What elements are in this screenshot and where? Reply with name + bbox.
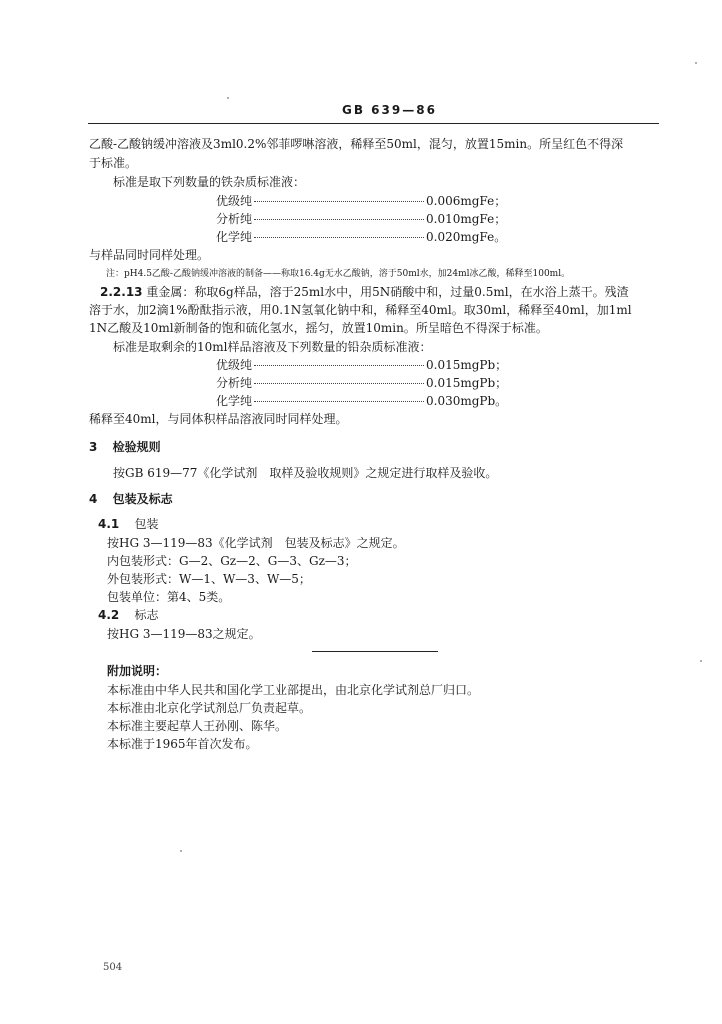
header-rule [88, 123, 659, 124]
section-number: 3 [89, 440, 98, 454]
section-number: 4.1 [98, 517, 120, 531]
section-4-1-line: 按HG 3—119—83《化学试剂 包装及标志》之规定。 [107, 536, 405, 550]
pb-standard-row [216, 392, 507, 409]
section-title: 包装 [134, 517, 159, 531]
fe-standard-row [216, 228, 506, 245]
page-number: 504 [103, 962, 123, 973]
section-4-heading [89, 490, 173, 507]
section-4-1-line: 内包装形式：G—2、Gz—2、G—3、Gz—3； [107, 554, 357, 568]
section-3-heading [89, 438, 161, 455]
section-4-1-line: 包装单位：第4、5类。 [107, 590, 231, 604]
scan-speck [227, 97, 229, 99]
section-text: 重金属：称取6g样品，溶于25ml水中，用5N硝酸中和，过量0.5ml，在水浴上蒸干。残渣 [146, 285, 629, 299]
section-2-2-13 [100, 283, 629, 300]
leader-dots [254, 401, 424, 402]
leader-dots [254, 219, 424, 220]
appendix-line: 本标准由中华人民共和国化学工业部提出，由北京化学试剂总厂归口。 [107, 683, 480, 697]
amount-value: 0.010mgFe； [426, 212, 507, 226]
fe-standard-intro: 标准是取下列数量的铁杂质标准液： [113, 175, 306, 189]
appendix-line: 本标准主要起草人王孙刚、陈华。 [107, 719, 288, 733]
amount-value: 0.006mgFe； [426, 194, 507, 208]
grade-label: 分析纯 [216, 376, 253, 390]
section-number: 4 [89, 492, 98, 506]
body-line: 1N乙酸及10ml新制备的饱和硫化氢水，摇匀，放置10min。所呈暗色不得深于标准。 [89, 321, 548, 335]
pb-standard-intro: 标准是取剩余的10ml样品溶液及下列数量的铅杂质标准液： [113, 340, 432, 354]
amount-value: 0.015mgPb； [426, 358, 508, 372]
scan-speck [700, 660, 702, 662]
grade-label: 分析纯 [216, 212, 253, 226]
leader-dots [254, 383, 424, 384]
pb-standard-row [216, 356, 507, 373]
fe-standard-row [216, 210, 506, 227]
scan-speck [180, 850, 182, 852]
section-number: 2.2.13 [100, 285, 143, 299]
grade-label: 优级纯 [216, 194, 253, 208]
body-line: 乙酸-乙酸钠缓冲溶液及3ml0.2%邻菲啰啉溶液，稀释至50ml，混匀，放置15min。所呈红色不得深 [89, 137, 624, 151]
section-title: 检验规则 [112, 440, 161, 454]
grade-label: 化学纯 [216, 230, 253, 244]
grade-label: 优级纯 [216, 358, 253, 372]
grade-label: 化学纯 [216, 394, 253, 408]
appendix-line: 本标准于1965年首次发布。 [107, 737, 258, 751]
body-line: 与样品同时同样处理。 [89, 248, 210, 262]
section-4-2-text: 按HG 3—119—83之规定。 [107, 627, 261, 641]
body-line: 稀释至40ml，与同体积样品溶液同时同样处理。 [89, 412, 348, 426]
section-3-text: 按GB 619—77《化学试剂 取样及验收规则》之规定进行取样及验收。 [113, 466, 498, 480]
scan-speck [695, 62, 697, 64]
pb-standard-row [216, 374, 507, 391]
fe-standard-row [216, 192, 506, 209]
document-header: GB 639—86 [342, 103, 437, 117]
appendix-line: 本标准由北京化学试剂总厂负责起草。 [107, 701, 312, 715]
section-title: 包装及标志 [112, 492, 173, 506]
amount-value: 0.015mgPb； [426, 376, 508, 390]
section-4-1-line: 外包装形式：W—1、W—3、W—5； [107, 572, 311, 586]
section-title: 标志 [134, 608, 159, 622]
body-line: 于标准。 [89, 156, 138, 170]
section-4-1-heading [98, 515, 159, 532]
footnote: 注：pH4.5乙酸-乙酸钠缓冲溶液的制备——称取16.4g无水乙酸钠，溶于50ml水，加24ml冰乙酸，稀释至100ml。 [106, 269, 571, 279]
appendix-title: 附加说明： [107, 664, 168, 678]
separator-rule [312, 651, 438, 652]
amount-value: 0.020mgFe。 [426, 230, 507, 244]
section-4-2-heading [98, 606, 159, 623]
leader-dots [254, 365, 424, 366]
leader-dots [254, 201, 424, 202]
section-number: 4.2 [98, 608, 120, 622]
body-line: 溶于水，加2滴1%酚酞指示液，用0.1N氢氧化钠中和，稀释至40ml。取30ml，稀释至40ml，加1ml [89, 303, 632, 317]
leader-dots [254, 237, 424, 238]
amount-value: 0.030mgPb。 [426, 394, 508, 408]
